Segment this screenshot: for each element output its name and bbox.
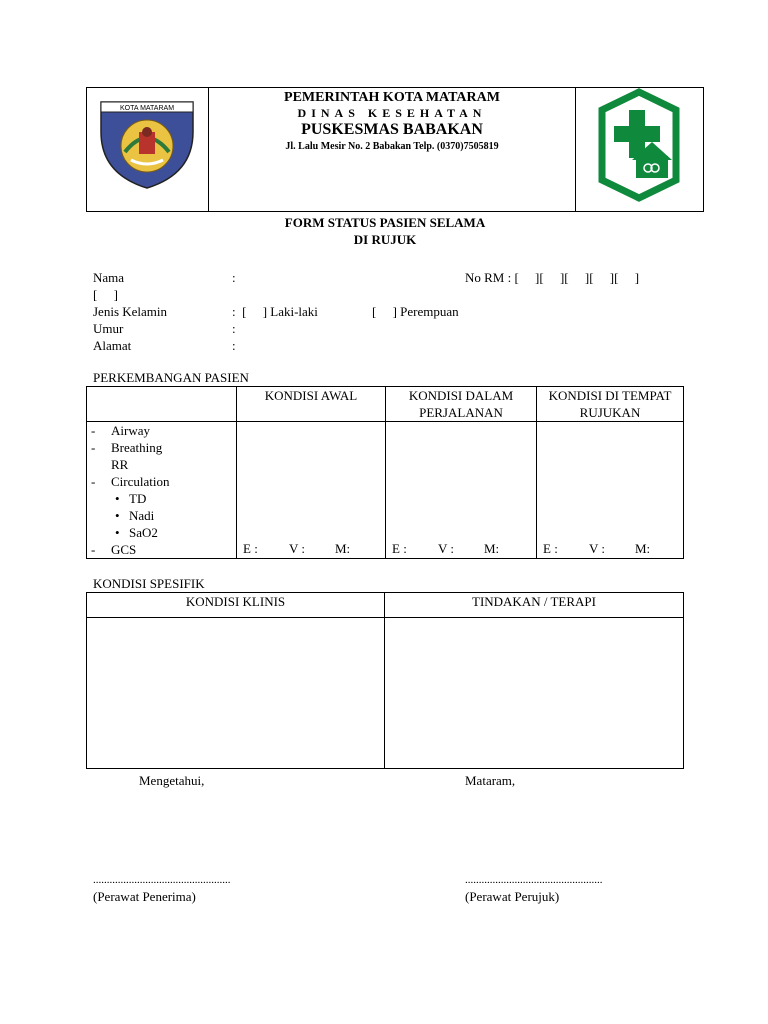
right-signature-line: .................................................. [465, 874, 603, 886]
address-line: Jl. Lalu Mesir No. 2 Babakan Telp. (0370)7505819 [285, 141, 499, 152]
header-empty-cell [87, 387, 237, 422]
puskesmas-name: PUSKESMAS BABAKAN [301, 121, 483, 138]
kondisi-klinis-input[interactable] [87, 618, 385, 769]
gcs-evm-rujukan: E : V : M: [543, 541, 651, 556]
vital-signs-list-cell [87, 422, 237, 559]
mengetahui-label: Mengetahui, [139, 773, 205, 788]
list-item [87, 524, 236, 541]
circulation-label: Circulation [111, 474, 170, 489]
mataram-label: Mataram, [465, 773, 516, 788]
col-kondisi-perjalanan: KONDISI DALAM PERJALANAN [386, 387, 537, 422]
circulation-sublist [87, 490, 236, 541]
kondisi-perjalanan-input[interactable] [386, 422, 537, 559]
perkembangan-label: PERKEMBANGAN PASIEN [93, 370, 249, 385]
agency-title-block [208, 88, 576, 154]
bullet-icon: • [115, 508, 120, 523]
rr-label: RR [111, 457, 129, 472]
td-label: TD [129, 491, 147, 506]
umur-colon: : [232, 321, 236, 336]
nama-label: Nama [93, 270, 125, 285]
alamat-colon: : [232, 338, 236, 353]
sao2-label: SaO2 [129, 525, 158, 540]
emblem-label: KOTA MATARAM [119, 105, 175, 112]
no-rm-field[interactable]: No RM : [ ][ ][ ][ ][ ] [465, 270, 640, 285]
tindakan-terapi-input[interactable] [385, 618, 684, 769]
right-logo-cell [575, 88, 703, 211]
list-item: - GCS [91, 542, 137, 557]
kota-mataram-emblem [87, 88, 208, 211]
bullet-icon: • [115, 525, 120, 540]
col-kondisi-rujukan: KONDISI DI TEMPAT RUJUKAN [537, 387, 684, 422]
kondisi-spesifik-table [86, 592, 684, 769]
kondisi-rujukan-input[interactable] [537, 422, 684, 559]
gcs-evm-perjalanan: E : V : M: [392, 541, 500, 556]
form-title [86, 214, 684, 248]
airway-label: Airway [111, 423, 150, 438]
alamat-label: Alamat [93, 338, 132, 353]
gcs-evm-awal: E : V : M: [243, 541, 351, 556]
gcs-list [87, 541, 236, 558]
department-name: DINAS KESEHATAN [297, 106, 487, 120]
laki-laki-option[interactable]: : [ ] Laki-laki [232, 304, 318, 319]
col-kondisi-awal: KONDISI AWAL [237, 387, 386, 422]
left-signature-line: .................................................. [93, 874, 231, 886]
puskesmas-logo [576, 88, 703, 211]
list-item [87, 456, 236, 473]
umur-label: Umur [93, 321, 124, 336]
gcs-label: GCS [111, 542, 137, 557]
perkembangan-table [86, 386, 684, 559]
government-name: PEMERINTAH KOTA MATARAM [284, 90, 500, 105]
perempuan-option[interactable]: [ ] Perempuan [372, 304, 459, 319]
bullet-icon: • [115, 491, 120, 506]
list-item: - Circulation [91, 474, 170, 489]
perawat-penerima-label: (Perawat Penerima) [93, 889, 196, 904]
kondisi-spesifik-label: KONDISI SPESIFIK [93, 576, 205, 591]
col-kondisi-klinis: KONDISI KLINIS [87, 593, 385, 618]
perawat-perujuk-label: (Perawat Perujuk) [465, 889, 560, 904]
form-title-line1: FORM STATUS PASIEN SELAMA [284, 215, 486, 230]
letterhead [86, 87, 704, 212]
list-item [87, 507, 236, 524]
list-item: - Breathing [91, 440, 163, 455]
left-logo-cell [87, 88, 209, 211]
nadi-label: Nadi [129, 508, 155, 523]
form-title-line2: DI RUJUK [353, 232, 417, 247]
vital-signs-list [87, 422, 236, 490]
nama-colon: : [232, 270, 236, 285]
col-tindakan-terapi: TINDAKAN / TERAPI [385, 593, 684, 618]
breathing-label: Breathing [111, 440, 163, 455]
no-rm-last-box[interactable]: [ ] [93, 287, 118, 302]
jenis-kelamin-label: Jenis Kelamin [93, 304, 168, 319]
kondisi-awal-input[interactable] [237, 422, 386, 559]
list-item: - Airway [91, 423, 150, 438]
list-item [87, 490, 236, 507]
